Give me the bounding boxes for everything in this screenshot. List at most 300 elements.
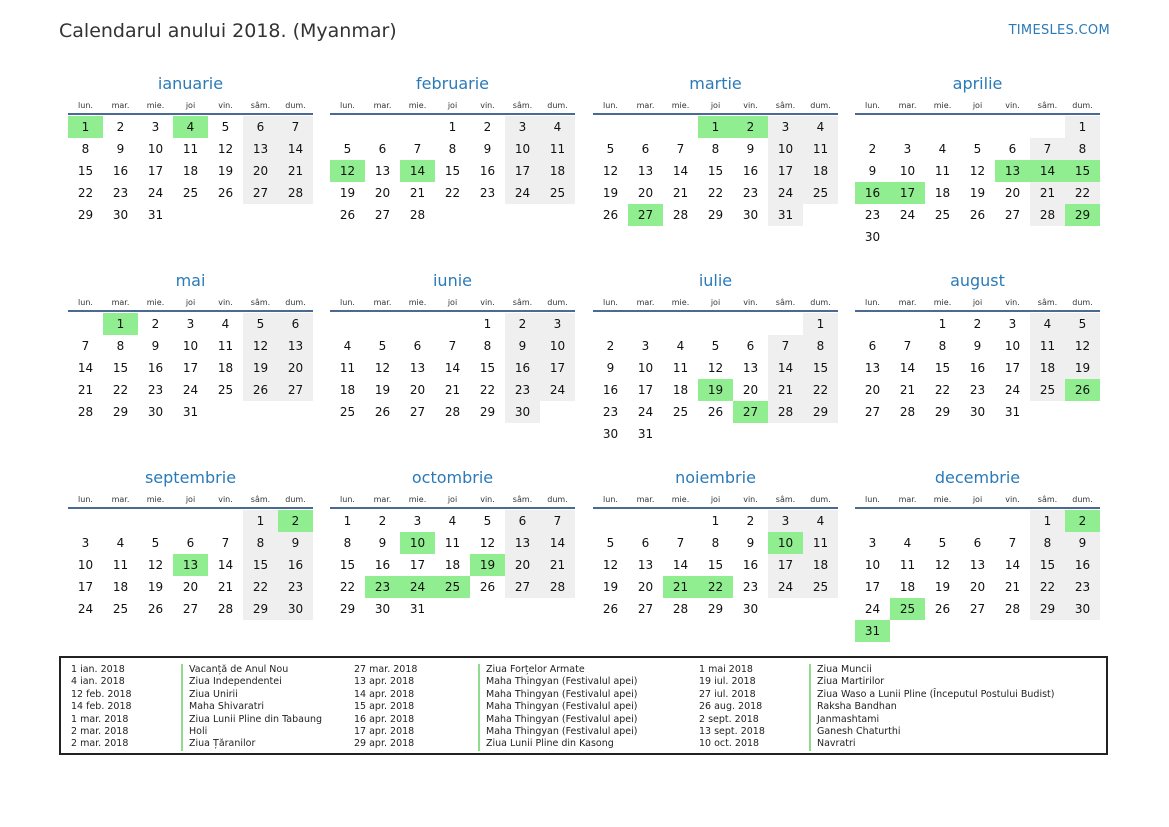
day-cell: 20	[742, 383, 759, 397]
weekday-label: joi	[710, 495, 721, 504]
holiday-day-cell: 1	[68, 116, 103, 138]
day-cell: 28	[217, 602, 234, 616]
weekday-label: lun.	[78, 495, 93, 504]
empty-cell	[593, 313, 628, 335]
day-cell: 24	[147, 186, 164, 200]
day-cell: 6	[278, 313, 313, 335]
day-cell: 24	[540, 379, 575, 401]
day-cell: 24	[505, 182, 540, 204]
weekday-header	[330, 99, 575, 115]
day-cell: 25	[182, 186, 199, 200]
day-cell: 26	[374, 405, 391, 419]
month-calendar	[68, 270, 313, 423]
weekday-label: joi	[972, 298, 983, 307]
day-cell: 19	[602, 580, 619, 594]
day-cell: 22	[1065, 182, 1100, 204]
day-cell: 15	[243, 554, 278, 576]
day-cell: 23	[969, 383, 986, 397]
day-cell: 9	[746, 536, 755, 550]
day-cell: 20	[409, 383, 426, 397]
month-calendar	[855, 270, 1100, 423]
day-cell: 18	[339, 383, 356, 397]
day-cell: 15	[479, 361, 496, 375]
holiday-date: 13 sept. 2018	[699, 725, 765, 737]
day-cell: 16	[969, 361, 986, 375]
month-title: februarie	[415, 74, 490, 93]
weekday-label: vin.	[480, 495, 495, 504]
month-calendar	[593, 270, 838, 445]
day-cell: 23	[602, 405, 619, 419]
day-cell: 27	[243, 182, 278, 204]
weekday-label: mar.	[898, 101, 917, 110]
day-cell: 26	[934, 602, 951, 616]
day-cell: 31	[1004, 405, 1021, 419]
weekday-label: sâm.	[512, 101, 533, 110]
day-cell: 1	[711, 514, 720, 528]
day-cell: 6	[973, 536, 982, 550]
day-cell: 27	[969, 602, 986, 616]
day-cell: 7	[413, 142, 422, 156]
day-cell: 11	[444, 536, 461, 550]
day-cell: 28	[278, 182, 313, 204]
weekday-header	[593, 296, 838, 312]
holiday-date: 2 mar. 2018	[71, 738, 129, 750]
day-cell: 12	[217, 142, 234, 156]
day-cell: 30	[505, 401, 540, 423]
weekday-label: sâm.	[250, 495, 271, 504]
day-cell: 23	[147, 383, 164, 397]
holiday-day-cell: 10	[400, 532, 435, 554]
weekday-label: joi	[710, 101, 721, 110]
day-cell: 12	[1065, 335, 1100, 357]
holiday-date: 2 mar. 2018	[71, 725, 129, 737]
day-cell: 20	[243, 160, 278, 182]
holiday-date: 15 apr. 2018	[354, 701, 415, 713]
month-title: octombrie	[411, 468, 494, 487]
holiday-day-cell: 21	[663, 576, 698, 598]
day-cell: 1	[448, 120, 457, 134]
day-cell: 18	[182, 164, 199, 178]
day-cell: 15	[1030, 554, 1065, 576]
day-cell: 7	[448, 339, 457, 353]
day-cell: 9	[746, 142, 755, 156]
day-cell: 8	[343, 536, 352, 550]
day-cell: 14	[899, 361, 916, 375]
empty-cell	[628, 313, 663, 335]
holiday-name: Navratri	[809, 738, 856, 750]
day-cell: 1	[1030, 510, 1065, 532]
day-cell: 29	[707, 208, 724, 222]
empty-cell	[593, 116, 628, 138]
day-cell: 13	[374, 164, 391, 178]
weekday-label: dum.	[810, 101, 831, 110]
weekday-label: mie.	[408, 101, 427, 110]
day-cell: 15	[77, 164, 94, 178]
holiday-day-cell: 12	[330, 160, 365, 182]
weekday-label: mie.	[671, 101, 690, 110]
holiday-day-cell: 26	[1065, 379, 1100, 401]
day-cell: 5	[711, 339, 720, 353]
month-calendar	[330, 73, 575, 226]
weekday-label: mar.	[636, 101, 655, 110]
day-cell: 8	[1065, 138, 1100, 160]
day-cell: 20	[864, 383, 881, 397]
day-cell: 12	[147, 558, 164, 572]
day-cell: 24	[864, 602, 881, 616]
day-cell: 24	[768, 576, 803, 598]
weekday-header	[68, 493, 313, 509]
holiday-day-cell: 24	[400, 576, 435, 598]
holiday-name: Ziua Martirilor	[809, 676, 884, 688]
weekday-label: mie.	[671, 298, 690, 307]
day-cell: 12	[602, 164, 619, 178]
holiday-name: Ziua Waso a Lunii Pline (Începutul Postului Budist)	[809, 689, 1054, 701]
day-cell: 28	[1030, 204, 1065, 226]
day-cell: 18	[899, 580, 916, 594]
day-cell: 7	[676, 536, 685, 550]
day-cell: 6	[641, 142, 650, 156]
days-grid	[330, 313, 575, 423]
day-cell: 14	[1004, 558, 1021, 572]
day-cell: 5	[606, 536, 615, 550]
weekday-label: dum.	[285, 101, 306, 110]
day-cell: 27	[1004, 208, 1021, 222]
day-cell: 10	[540, 335, 575, 357]
day-cell: 20	[505, 554, 540, 576]
holiday-day-cell: 2	[278, 510, 313, 532]
day-cell: 8	[711, 536, 720, 550]
day-cell: 26	[602, 602, 619, 616]
day-cell: 6	[413, 339, 422, 353]
day-cell: 6	[505, 510, 540, 532]
month-title: iulie	[698, 271, 733, 290]
day-cell: 18	[803, 554, 838, 576]
day-cell: 10	[182, 339, 199, 353]
day-cell: 28	[899, 405, 916, 419]
day-cell: 13	[742, 361, 759, 375]
weekday-label: mie.	[933, 101, 952, 110]
empty-cell	[330, 313, 365, 335]
day-cell: 16	[147, 361, 164, 375]
day-cell: 3	[768, 116, 803, 138]
day-cell: 21	[217, 580, 234, 594]
day-cell: 2	[868, 142, 877, 156]
day-cell: 19	[374, 383, 391, 397]
day-cell: 11	[899, 558, 916, 572]
day-cell: 15	[444, 164, 461, 178]
holiday-day-cell: 2	[733, 116, 768, 138]
day-cell: 26	[969, 208, 986, 222]
day-cell: 22	[444, 186, 461, 200]
day-cell: 30	[278, 598, 313, 620]
day-cell: 28	[768, 401, 803, 423]
day-cell: 9	[483, 142, 492, 156]
day-cell: 5	[243, 313, 278, 335]
day-cell: 12	[969, 164, 986, 178]
holiday-date: 16 apr. 2018	[354, 713, 415, 725]
weekday-label: vin.	[1005, 495, 1020, 504]
day-cell: 1	[1065, 116, 1100, 138]
month-title: septembrie	[144, 468, 237, 487]
day-cell: 12	[707, 361, 724, 375]
day-cell: 31	[147, 208, 164, 222]
days-grid	[593, 116, 838, 226]
day-cell: 19	[969, 186, 986, 200]
empty-cell	[365, 116, 400, 138]
day-cell: 16	[1065, 554, 1100, 576]
day-cell: 12	[374, 361, 391, 375]
day-cell: 21	[409, 186, 426, 200]
day-cell: 29	[339, 602, 356, 616]
day-cell: 31	[768, 204, 803, 226]
empty-cell	[925, 510, 960, 532]
day-cell: 17	[1004, 361, 1021, 375]
day-cell: 7	[278, 116, 313, 138]
weekday-label: sâm.	[512, 298, 533, 307]
day-cell: 8	[448, 142, 457, 156]
weekday-label: joi	[185, 298, 196, 307]
day-cell: 22	[243, 576, 278, 598]
day-cell: 25	[803, 576, 838, 598]
day-cell: 13	[278, 335, 313, 357]
day-cell: 11	[182, 142, 199, 156]
empty-cell	[855, 313, 890, 335]
day-cell: 13	[637, 164, 654, 178]
weekday-label: lun.	[865, 495, 880, 504]
day-cell: 6	[186, 536, 195, 550]
month-title: noiembrie	[675, 468, 756, 487]
day-cell: 13	[637, 558, 654, 572]
day-cell: 9	[973, 339, 982, 353]
month-calendar	[593, 467, 838, 620]
day-cell: 7	[1030, 138, 1065, 160]
day-cell: 30	[969, 405, 986, 419]
empty-cell	[733, 313, 768, 335]
day-cell: 2	[746, 514, 755, 528]
day-cell: 9	[151, 339, 160, 353]
month-title: ianuarie	[157, 74, 224, 93]
empty-cell	[768, 313, 803, 335]
month-title: decembrie	[934, 468, 1021, 487]
holiday-date: 1 ian. 2018	[71, 664, 125, 675]
day-cell: 24	[1004, 383, 1021, 397]
month-calendar	[68, 73, 313, 226]
empty-cell	[138, 510, 173, 532]
day-cell: 25	[540, 182, 575, 204]
day-cell: 3	[868, 536, 877, 550]
day-cell: 4	[803, 510, 838, 532]
weekday-label: mar.	[111, 298, 130, 307]
day-cell: 14	[540, 532, 575, 554]
day-cell: 29	[707, 602, 724, 616]
holiday-date: 19 iul. 2018	[699, 676, 756, 688]
day-cell: 3	[1008, 317, 1017, 331]
weekday-label: dum.	[547, 101, 568, 110]
weekday-label: lun.	[865, 101, 880, 110]
day-cell: 6	[378, 142, 387, 156]
day-cell: 22	[1030, 576, 1065, 598]
weekday-label: sâm.	[250, 101, 271, 110]
weekday-label: vin.	[218, 495, 233, 504]
day-cell: 23	[479, 186, 496, 200]
day-cell: 10	[77, 558, 94, 572]
holiday-day-cell: 13	[995, 160, 1030, 182]
day-cell: 9	[1065, 532, 1100, 554]
weekday-label: lun.	[78, 101, 93, 110]
empty-cell	[628, 510, 663, 532]
day-cell: 3	[903, 142, 912, 156]
day-cell: 10	[768, 138, 803, 160]
day-cell: 13	[864, 361, 881, 375]
day-cell: 3	[413, 514, 422, 528]
day-cell: 5	[483, 514, 492, 528]
brand-link[interactable]: TIMESLES.COM	[1008, 23, 1110, 38]
holiday-date: 13 apr. 2018	[354, 676, 415, 688]
day-cell: 29	[77, 208, 94, 222]
weekday-label: dum.	[285, 298, 306, 307]
month-title: martie	[689, 74, 742, 93]
day-cell: 26	[339, 208, 356, 222]
empty-cell	[68, 313, 103, 335]
day-cell: 30	[374, 602, 391, 616]
day-cell: 22	[339, 580, 356, 594]
holiday-name: Janmashtami	[809, 714, 879, 726]
day-cell: 4	[676, 339, 685, 353]
day-cell: 25	[934, 208, 951, 222]
days-grid	[855, 116, 1100, 248]
day-cell: 27	[182, 602, 199, 616]
holiday-name: Maha Thingyan (Festivalul apei)	[478, 714, 638, 726]
holiday-day-cell: 31	[855, 620, 890, 642]
day-cell: 24	[182, 383, 199, 397]
holiday-name: Ziua Forțelor Armate	[478, 664, 585, 676]
day-cell: 16	[505, 357, 540, 379]
holiday-day-cell: 4	[173, 116, 208, 138]
empty-cell	[663, 313, 698, 335]
day-cell: 28	[672, 602, 689, 616]
day-cell: 9	[606, 361, 615, 375]
weekday-header	[330, 296, 575, 312]
day-cell: 25	[112, 602, 129, 616]
day-cell: 13	[969, 558, 986, 572]
days-grid	[855, 510, 1100, 642]
day-cell: 23	[742, 580, 759, 594]
day-cell: 5	[378, 339, 387, 353]
day-cell: 3	[151, 120, 160, 134]
day-cell: 8	[1030, 532, 1065, 554]
day-cell: 30	[112, 208, 129, 222]
day-cell: 11	[217, 339, 234, 353]
weekday-label: mie.	[933, 298, 952, 307]
days-grid	[330, 510, 575, 620]
empty-cell	[330, 116, 365, 138]
holiday-day-cell: 14	[400, 160, 435, 182]
day-cell: 10	[505, 138, 540, 160]
day-cell: 8	[938, 339, 947, 353]
day-cell: 20	[278, 357, 313, 379]
day-cell: 24	[899, 208, 916, 222]
day-cell: 26	[707, 405, 724, 419]
day-cell: 21	[278, 160, 313, 182]
day-cell: 10	[1004, 339, 1021, 353]
day-cell: 21	[444, 383, 461, 397]
day-cell: 4	[221, 317, 230, 331]
day-cell: 31	[182, 405, 199, 419]
holiday-day-cell: 14	[1030, 160, 1065, 182]
day-cell: 16	[742, 558, 759, 572]
weekday-label: vin.	[1005, 101, 1020, 110]
day-cell: 19	[147, 580, 164, 594]
day-cell: 10	[899, 164, 916, 178]
day-cell: 19	[602, 186, 619, 200]
day-cell: 31	[409, 602, 426, 616]
day-cell: 18	[112, 580, 129, 594]
day-cell: 18	[217, 361, 234, 375]
empty-cell	[855, 510, 890, 532]
weekday-header	[68, 99, 313, 115]
day-cell: 14	[444, 361, 461, 375]
day-cell: 16	[374, 558, 391, 572]
month-title: august	[950, 271, 1005, 290]
holiday-name: Ziua Lunii Pline din Kasong	[478, 738, 614, 750]
holiday-date: 2 sept. 2018	[699, 713, 759, 725]
day-cell: 30	[147, 405, 164, 419]
day-cell: 15	[707, 164, 724, 178]
day-cell: 11	[540, 138, 575, 160]
day-cell: 6	[641, 536, 650, 550]
empty-cell	[995, 510, 1030, 532]
weekday-label: joi	[710, 298, 721, 307]
day-cell: 28	[409, 208, 426, 222]
day-cell: 11	[339, 361, 356, 375]
empty-cell	[925, 116, 960, 138]
day-cell: 15	[112, 361, 129, 375]
day-cell: 22	[77, 186, 94, 200]
weekday-label: joi	[972, 101, 983, 110]
day-cell: 17	[77, 580, 94, 594]
empty-cell	[960, 116, 995, 138]
holiday-date: 1 mar. 2018	[71, 713, 129, 725]
day-cell: 4	[1030, 313, 1065, 335]
day-cell: 9	[505, 335, 540, 357]
day-cell: 19	[934, 580, 951, 594]
holiday-day-cell: 27	[628, 204, 663, 226]
month-title: mai	[175, 271, 206, 290]
day-cell: 17	[768, 554, 803, 576]
holiday-legend	[59, 656, 1108, 755]
weekday-header	[855, 296, 1100, 312]
holiday-day-cell: 1	[103, 313, 138, 335]
day-cell: 2	[116, 120, 125, 134]
holiday-name: Maha Thingyan (Festivalul apei)	[478, 701, 638, 713]
day-cell: 6	[868, 339, 877, 353]
holiday-name: Ziua Lunii Pline din Tabaung	[181, 714, 322, 726]
day-cell: 30	[1065, 598, 1100, 620]
day-cell: 21	[1004, 580, 1021, 594]
weekday-label: mar.	[111, 495, 130, 504]
day-cell: 11	[112, 558, 129, 572]
day-cell: 28	[77, 405, 94, 419]
day-cell: 18	[540, 160, 575, 182]
holiday-name: Vacanță de Anul Nou	[181, 664, 288, 676]
day-cell: 19	[339, 186, 356, 200]
day-cell: 14	[672, 164, 689, 178]
day-cell: 17	[540, 357, 575, 379]
days-grid	[68, 116, 313, 226]
day-cell: 22	[707, 186, 724, 200]
day-cell: 22	[479, 383, 496, 397]
day-cell: 22	[112, 383, 129, 397]
